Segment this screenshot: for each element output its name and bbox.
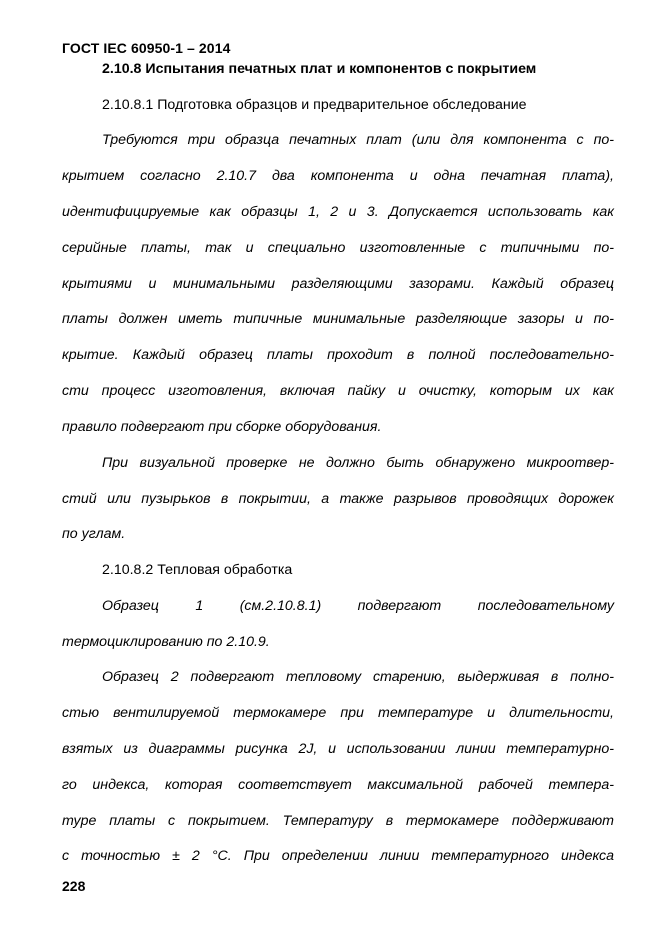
paragraph-line: го индекса, которая соответствует максимальной рабочей темпера- [62, 777, 614, 793]
paragraph-line: идентифицируемые как образцы 1, 2 и 3. Допускается использовать как [62, 204, 614, 220]
section-title-2-10-8: 2.10.8 Испытания печатных плат и компонентов с покрытием [102, 61, 537, 77]
section-title-2-10-8-1: 2.10.8.1 Подготовка образцов и предварительное обследование [102, 97, 527, 113]
paragraph-line: Образец 2 подвергают тепловому старению, выдерживая в полно- [102, 669, 614, 685]
paragraph-line: взятых из диаграммы рисунка 2J, и использовании линии температурно- [62, 741, 614, 757]
paragraph-line: крытиями и минимальными разделяющими зазорами. Каждый образец [62, 276, 614, 292]
paragraph-line: При визуальной проверке не должно быть обнаружено микроотвер- [102, 455, 614, 471]
standard-header: ГОСТ IEC 60950-1 – 2014 [62, 40, 231, 56]
paragraph-line: крытие. Каждый образец платы проходит в полной последовательно- [62, 347, 614, 363]
paragraph-line: Образец 1 (см.2.10.8.1) подвергают последовательному [102, 598, 614, 614]
paragraph-line: серийные платы, так и специально изготовленные с типичными по- [62, 240, 614, 256]
section-title-2-10-8-2: 2.10.8.2 Тепловая обработка [102, 562, 293, 578]
paragraph-line: с точностью ± 2 °C. При определении линии температурного индекса [62, 848, 614, 864]
paragraph-line: стий или пузырьков в покрытии, а также разрывов проводящих дорожек [62, 491, 614, 507]
page-number: 228 [62, 878, 86, 894]
paragraph-line: термоциклированию по 2.10.9. [62, 634, 270, 650]
paragraph-line: платы должен иметь типичные минимальные разделяющие зазоры и по- [62, 311, 614, 327]
paragraph-line: сти процесс изготовления, включая пайку и очистку, которым их как [62, 383, 614, 399]
paragraph-line: Требуются три образца печатных плат (или для компонента с по- [102, 132, 614, 148]
paragraph-line: крытием согласно 2.10.7 два компонента и одна печатная плата), [62, 168, 614, 184]
paragraph-line: туре платы с покрытием. Температуру в термокамере поддерживают [62, 813, 614, 829]
paragraph-line: по углам. [62, 526, 126, 542]
paragraph-line: стью вентилируемой термокамере при температуре и длительности, [62, 705, 614, 721]
paragraph-line: правило подвергают при сборке оборудования. [62, 419, 382, 435]
